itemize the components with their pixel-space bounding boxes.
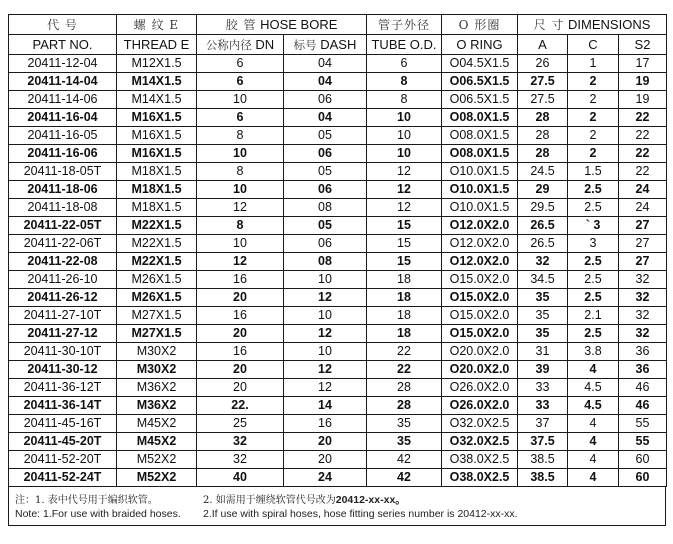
thread-cell: M27X1.5 bbox=[117, 325, 197, 343]
dim-s2-cell: 36 bbox=[619, 343, 667, 361]
tube-od-cell: 42 bbox=[367, 469, 442, 487]
dash-cell: 12 bbox=[284, 289, 367, 307]
dn-cell: 40 bbox=[197, 469, 284, 487]
dash-cell: 20 bbox=[284, 451, 367, 469]
dim-a-cell: 37 bbox=[518, 415, 568, 433]
note2-en: 2.If use with spiral hoses, hose fitting series number is 20412-xx-xx. bbox=[203, 508, 518, 520]
dim-c-cell: 2 bbox=[568, 91, 619, 109]
dn-en-label: DN bbox=[255, 36, 275, 52]
dash-cell: 05 bbox=[284, 163, 367, 181]
oring-cell: O15.0X2.0 bbox=[442, 325, 518, 343]
dim-s2-cell: 24 bbox=[619, 199, 667, 217]
table-row bbox=[9, 217, 667, 235]
tube-od-cell: 42 bbox=[367, 451, 442, 469]
oring-cell: O26.0X2.0 bbox=[442, 397, 518, 415]
oring-cell: O20.0X2.0 bbox=[442, 343, 518, 361]
dim-a-cell: 38.5 bbox=[518, 469, 568, 487]
dn-cell: 8 bbox=[197, 163, 284, 181]
dim-s2-cell: 17 bbox=[619, 55, 667, 73]
oring-cell: O15.0X2.0 bbox=[442, 307, 518, 325]
dim-s2-cell: 32 bbox=[619, 325, 667, 343]
thread-cell: M45X2 bbox=[117, 433, 197, 451]
dim-s2-cell: 32 bbox=[619, 271, 667, 289]
hose-fitting-spec-sheet bbox=[8, 14, 666, 526]
spec-table bbox=[8, 14, 667, 487]
dash-cell: 08 bbox=[284, 199, 367, 217]
part-no-cell: 20411-26-12 bbox=[9, 289, 117, 307]
dimensions-header bbox=[518, 15, 667, 35]
thread-cell: M30X2 bbox=[117, 361, 197, 379]
thread-cell: M27X1.5 bbox=[117, 307, 197, 325]
oring-cell: O06.5X1.5 bbox=[442, 91, 518, 109]
part-no-header-cn bbox=[9, 15, 117, 35]
dim-s2-cell: 36 bbox=[619, 361, 667, 379]
dash-cell: 16 bbox=[284, 415, 367, 433]
dash-cell: 06 bbox=[284, 235, 367, 253]
thread-cell: M18X1.5 bbox=[117, 163, 197, 181]
dim-s2-cell: 22 bbox=[619, 109, 667, 127]
oring-cell: O12.0X2.0 bbox=[442, 235, 518, 253]
dn-cell: 32 bbox=[197, 433, 284, 451]
thread-cell: M18X1.5 bbox=[117, 181, 197, 199]
notes-line-cn bbox=[15, 491, 406, 506]
dim-c-cell: 2.5 bbox=[568, 325, 619, 343]
tube-od-header: TUBE O.D. bbox=[367, 35, 442, 55]
dim-a-cell: 35 bbox=[518, 307, 568, 325]
table-row bbox=[9, 145, 667, 163]
dim-c-cell: 2.5 bbox=[568, 271, 619, 289]
dn-cell: 10 bbox=[197, 181, 284, 199]
part-no-cell: 20411-27-12 bbox=[9, 325, 117, 343]
part-no-header: PART NO. bbox=[9, 35, 117, 55]
table-row bbox=[9, 127, 667, 145]
dash-cell: 05 bbox=[284, 127, 367, 145]
dim-a-cell: 26.5 bbox=[518, 235, 568, 253]
dim-s2-cell: 55 bbox=[619, 433, 667, 451]
dn-cell: 12 bbox=[197, 253, 284, 271]
tube-od-cell: 28 bbox=[367, 379, 442, 397]
table-row bbox=[9, 163, 667, 181]
oring-cell: O04.5X1.5 bbox=[442, 55, 518, 73]
oring-cell: O10.0X1.5 bbox=[442, 199, 518, 217]
dash-cell: 10 bbox=[284, 271, 367, 289]
dim-c-cell: 2 bbox=[568, 145, 619, 163]
thread-cell: M12X1.5 bbox=[117, 55, 197, 73]
thread-cell: M22X1.5 bbox=[117, 235, 197, 253]
dim-c-cell: ` 3 bbox=[568, 217, 619, 235]
part-no-cell: 20411-18-08 bbox=[9, 199, 117, 217]
dn-cell: 20 bbox=[197, 361, 284, 379]
dim-c-cell: 4 bbox=[568, 361, 619, 379]
dim-c-cell: 4.5 bbox=[568, 379, 619, 397]
thread-cell: M16X1.5 bbox=[117, 127, 197, 145]
table-row bbox=[9, 235, 667, 253]
table-row bbox=[9, 397, 667, 415]
tube-od-cell: 18 bbox=[367, 307, 442, 325]
dim-s2-cell: 27 bbox=[619, 253, 667, 271]
dash-cell: 04 bbox=[284, 73, 367, 91]
dn-cell: 32 bbox=[197, 451, 284, 469]
dn-cell: 12 bbox=[197, 199, 284, 217]
dim-a-cell: 35 bbox=[518, 325, 568, 343]
dim-s2-cell: 60 bbox=[619, 451, 667, 469]
dn-cell: 6 bbox=[197, 73, 284, 91]
dash-cell: 24 bbox=[284, 469, 367, 487]
oring-cell: O20.0X2.0 bbox=[442, 361, 518, 379]
dim-a-cell: 28 bbox=[518, 145, 568, 163]
thread-cell: M36X2 bbox=[117, 379, 197, 397]
dn-cell: 6 bbox=[197, 55, 284, 73]
dash-cell: 14 bbox=[284, 397, 367, 415]
oring-cell: O15.0X2.0 bbox=[442, 271, 518, 289]
hose-bore-en-label: HOSE BORE bbox=[260, 16, 338, 32]
table-row bbox=[9, 451, 667, 469]
table-row bbox=[9, 91, 667, 109]
thread-header: THREAD E bbox=[117, 35, 197, 55]
dn-cell: 10 bbox=[197, 91, 284, 109]
dim-s2-cell: 22 bbox=[619, 163, 667, 181]
tube-od-cell: 12 bbox=[367, 181, 442, 199]
tube-od-cell: 22 bbox=[367, 361, 442, 379]
dim-a-cell: 28 bbox=[518, 127, 568, 145]
part-no-cell: 20411-16-05 bbox=[9, 127, 117, 145]
thread-cell: M22X1.5 bbox=[117, 253, 197, 271]
dim-s2-header: S2 bbox=[619, 35, 667, 55]
hose-bore-cn-label: 胶 管 bbox=[225, 17, 257, 32]
tube-od-cell: 10 bbox=[367, 127, 442, 145]
dim-c-cell: 2 bbox=[568, 73, 619, 91]
thread-cell: M45X2 bbox=[117, 415, 197, 433]
oring-cell: O12.0X2.0 bbox=[442, 253, 518, 271]
dn-cn-label: 公称内径 bbox=[205, 37, 252, 52]
spec-table-body bbox=[9, 55, 667, 487]
hose-bore-header bbox=[197, 15, 367, 35]
tube-od-cell: 35 bbox=[367, 415, 442, 433]
dim-c-cell: 2 bbox=[568, 127, 619, 145]
oring-cn-label: O 形圈 bbox=[458, 17, 501, 32]
thread-cell: M52X2 bbox=[117, 451, 197, 469]
dn-cell: 20 bbox=[197, 289, 284, 307]
tube-od-cell: 8 bbox=[367, 73, 442, 91]
dim-c-cell: 2.5 bbox=[568, 289, 619, 307]
tube-od-cell: 12 bbox=[367, 163, 442, 181]
thread-cell: M14X1.5 bbox=[117, 91, 197, 109]
footer-notes bbox=[8, 487, 666, 526]
dim-s2-cell: 22 bbox=[619, 145, 667, 163]
dn-cell: 8 bbox=[197, 127, 284, 145]
dim-a-cell: 33 bbox=[518, 397, 568, 415]
oring-cell: O10.0X1.5 bbox=[442, 181, 518, 199]
tube-od-cell: 10 bbox=[367, 145, 442, 163]
dim-a-cell: 28 bbox=[518, 109, 568, 127]
dim-c-cell: 4 bbox=[568, 469, 619, 487]
part-no-cell: 20411-16-04 bbox=[9, 109, 117, 127]
part-no-cell: 20411-14-06 bbox=[9, 91, 117, 109]
dim-a-cell: 31 bbox=[518, 343, 568, 361]
part-no-cell: 20411-52-20T bbox=[9, 451, 117, 469]
tube-cn-label: 管子外径 bbox=[377, 17, 430, 32]
dim-a-cell: 26 bbox=[518, 55, 568, 73]
table-row bbox=[9, 199, 667, 217]
thread-cell: M52X2 bbox=[117, 469, 197, 487]
note2-cn-prefix: 2. 如需用于缠绕软管代号改为 bbox=[203, 495, 336, 506]
table-row bbox=[9, 109, 667, 127]
dim-a-header: A bbox=[518, 35, 568, 55]
dn-cell: 16 bbox=[197, 307, 284, 325]
dim-a-cell: 33 bbox=[518, 379, 568, 397]
oring-cell: O38.0X2.5 bbox=[442, 469, 518, 487]
part-no-cell: 20411-26-10 bbox=[9, 271, 117, 289]
dash-cell: 12 bbox=[284, 379, 367, 397]
dash-cn-label: 标号 bbox=[293, 37, 317, 52]
thread-cell: M36X2 bbox=[117, 397, 197, 415]
tube-od-cell: 35 bbox=[367, 433, 442, 451]
oring-cell: O08.0X1.5 bbox=[442, 145, 518, 163]
oring-cell: O15.0X2.0 bbox=[442, 289, 518, 307]
dim-a-cell: 27.5 bbox=[518, 91, 568, 109]
oring-cell: O12.0X2.0 bbox=[442, 217, 518, 235]
dn-cell: 16 bbox=[197, 343, 284, 361]
dash-cell: 10 bbox=[284, 343, 367, 361]
oring-cell: O06.5X1.5 bbox=[442, 73, 518, 91]
tube-od-cell: 15 bbox=[367, 235, 442, 253]
oring-cell: O32.0X2.5 bbox=[442, 433, 518, 451]
dash-cell: 06 bbox=[284, 181, 367, 199]
part-no-cell: 20411-27-10T bbox=[9, 307, 117, 325]
tube-od-cell: 28 bbox=[367, 397, 442, 415]
dash-cell: 06 bbox=[284, 91, 367, 109]
dim-s2-cell: 46 bbox=[619, 397, 667, 415]
tube-od-cell: 15 bbox=[367, 217, 442, 235]
dim-a-cell: 27.5 bbox=[518, 73, 568, 91]
dim-s2-cell: 19 bbox=[619, 73, 667, 91]
dim-en-label: DIMENSIONS bbox=[568, 16, 651, 32]
dim-c-cell: 4 bbox=[568, 433, 619, 451]
part-no-cell: 20411-14-04 bbox=[9, 73, 117, 91]
dim-s2-cell: 60 bbox=[619, 469, 667, 487]
dash-cell: 05 bbox=[284, 217, 367, 235]
dim-a-cell: 38.5 bbox=[518, 451, 568, 469]
dim-c-cell: 4 bbox=[568, 451, 619, 469]
note1-en: Note: 1.For use with braided hoses. bbox=[15, 508, 181, 520]
header-row-2 bbox=[9, 35, 667, 55]
note1-cn: 注：1. 表中代号用于编织软管。 bbox=[15, 495, 158, 506]
tube-od-cell: 12 bbox=[367, 199, 442, 217]
dim-c-cell: 2.1 bbox=[568, 307, 619, 325]
tube-od-cell: 10 bbox=[367, 109, 442, 127]
oring-header: O RING bbox=[442, 35, 518, 55]
dim-a-cell: 34.5 bbox=[518, 271, 568, 289]
tube-header-cn bbox=[367, 15, 442, 35]
tube-od-cell: 8 bbox=[367, 91, 442, 109]
tube-od-cell: 6 bbox=[367, 55, 442, 73]
tube-od-cell: 22 bbox=[367, 343, 442, 361]
dash-cell: 12 bbox=[284, 361, 367, 379]
dn-cell: 8 bbox=[197, 217, 284, 235]
thread-cell: M26X1.5 bbox=[117, 289, 197, 307]
dim-a-cell: 29 bbox=[518, 181, 568, 199]
oring-cell: O08.0X1.5 bbox=[442, 109, 518, 127]
part-no-cell: 20411-30-10T bbox=[9, 343, 117, 361]
part-no-cn-label: 代 号 bbox=[47, 17, 78, 32]
dim-a-cell: 39 bbox=[518, 361, 568, 379]
part-no-cell: 20411-18-05T bbox=[9, 163, 117, 181]
dash-en-label: DASH bbox=[320, 36, 357, 52]
dim-a-cell: 35 bbox=[518, 289, 568, 307]
table-row bbox=[9, 343, 667, 361]
part-no-cell: 20411-45-20T bbox=[9, 433, 117, 451]
dim-cn-label: 尺 寸 bbox=[533, 17, 565, 32]
part-no-cell: 20411-36-14T bbox=[9, 397, 117, 415]
table-row bbox=[9, 469, 667, 487]
dash-cell: 04 bbox=[284, 109, 367, 127]
dim-c-cell: 2.5 bbox=[568, 181, 619, 199]
table-row bbox=[9, 379, 667, 397]
dn-cell: 16 bbox=[197, 271, 284, 289]
thread-cell: M26X1.5 bbox=[117, 271, 197, 289]
table-row bbox=[9, 253, 667, 271]
table-row bbox=[9, 361, 667, 379]
dim-c-cell: 2.5 bbox=[568, 253, 619, 271]
table-row bbox=[9, 289, 667, 307]
dim-s2-cell: 46 bbox=[619, 379, 667, 397]
dim-s2-cell: 24 bbox=[619, 181, 667, 199]
note2-cn-code: 20412-xx-xx。 bbox=[335, 494, 406, 506]
tube-od-cell: 18 bbox=[367, 271, 442, 289]
dash-cell: 06 bbox=[284, 145, 367, 163]
dim-c-cell: 3.8 bbox=[568, 343, 619, 361]
dn-cell: 20 bbox=[197, 325, 284, 343]
dim-c-cell: 2 bbox=[568, 109, 619, 127]
dim-a-cell: 26.5 bbox=[518, 217, 568, 235]
dim-a-cell: 37.5 bbox=[518, 433, 568, 451]
dn-cell: 25 bbox=[197, 415, 284, 433]
thread-cell: M22X1.5 bbox=[117, 217, 197, 235]
dn-cell: 10 bbox=[197, 145, 284, 163]
dash-cell: 10 bbox=[284, 307, 367, 325]
oring-cell: O38.0X2.5 bbox=[442, 451, 518, 469]
header-row-1 bbox=[9, 15, 667, 35]
oring-cell: O26.0X2.0 bbox=[442, 379, 518, 397]
dn-cell: 20 bbox=[197, 379, 284, 397]
part-no-cell: 20411-16-06 bbox=[9, 145, 117, 163]
tube-od-cell: 15 bbox=[367, 253, 442, 271]
oring-cell: O10.0X1.5 bbox=[442, 163, 518, 181]
dim-s2-cell: 55 bbox=[619, 415, 667, 433]
tube-od-cell: 18 bbox=[367, 325, 442, 343]
oring-header-cn bbox=[442, 15, 518, 35]
table-row bbox=[9, 73, 667, 91]
part-no-cell: 20411-45-16T bbox=[9, 415, 117, 433]
tube-od-cell: 18 bbox=[367, 289, 442, 307]
oring-cell: O08.0X1.5 bbox=[442, 127, 518, 145]
table-row bbox=[9, 325, 667, 343]
table-row bbox=[9, 55, 667, 73]
dim-c-cell: 4.5 bbox=[568, 397, 619, 415]
dim-s2-cell: 32 bbox=[619, 307, 667, 325]
dim-c-cell: 3 bbox=[568, 235, 619, 253]
dn-header bbox=[197, 35, 284, 55]
dash-cell: 08 bbox=[284, 253, 367, 271]
dim-c-cell: 2.5 bbox=[568, 199, 619, 217]
dim-c-cell: 1.5 bbox=[568, 163, 619, 181]
dim-c-cell: 1 bbox=[568, 55, 619, 73]
part-no-cell: 20411-12-04 bbox=[9, 55, 117, 73]
dash-cell: 04 bbox=[284, 55, 367, 73]
table-row bbox=[9, 433, 667, 451]
dn-cell: 22. bbox=[197, 397, 284, 415]
dim-c-header: C bbox=[568, 35, 619, 55]
notes-line-en bbox=[15, 508, 518, 520]
dn-cell: 10 bbox=[197, 235, 284, 253]
table-row bbox=[9, 181, 667, 199]
dim-s2-cell: 27 bbox=[619, 235, 667, 253]
dash-cell: 20 bbox=[284, 433, 367, 451]
thread-cell: M30X2 bbox=[117, 343, 197, 361]
dim-s2-cell: 32 bbox=[619, 289, 667, 307]
part-no-cell: 20411-22-05T bbox=[9, 217, 117, 235]
dim-s2-cell: 19 bbox=[619, 91, 667, 109]
dim-s2-cell: 22 bbox=[619, 127, 667, 145]
dn-cell: 6 bbox=[197, 109, 284, 127]
thread-cell: M16X1.5 bbox=[117, 109, 197, 127]
table-row bbox=[9, 415, 667, 433]
table-row bbox=[9, 271, 667, 289]
dim-a-cell: 24.5 bbox=[518, 163, 568, 181]
part-no-cell: 20411-30-12 bbox=[9, 361, 117, 379]
thread-cn-label: 螺 纹 E bbox=[133, 17, 180, 32]
part-no-cell: 20411-22-08 bbox=[9, 253, 117, 271]
dim-s2-cell: 27 bbox=[619, 217, 667, 235]
part-no-cell: 20411-52-24T bbox=[9, 469, 117, 487]
note2-cn bbox=[203, 491, 406, 507]
dash-header bbox=[284, 35, 367, 55]
thread-cell: M18X1.5 bbox=[117, 199, 197, 217]
oring-cell: O32.0X2.5 bbox=[442, 415, 518, 433]
part-no-cell: 20411-18-06 bbox=[9, 181, 117, 199]
thread-cell: M16X1.5 bbox=[117, 145, 197, 163]
table-row bbox=[9, 307, 667, 325]
thread-cell: M14X1.5 bbox=[117, 73, 197, 91]
dim-c-cell: 4 bbox=[568, 415, 619, 433]
part-no-cell: 20411-22-06T bbox=[9, 235, 117, 253]
dim-a-cell: 32 bbox=[518, 253, 568, 271]
thread-header-cn bbox=[117, 15, 197, 35]
dash-cell: 12 bbox=[284, 325, 367, 343]
part-no-cell: 20411-36-12T bbox=[9, 379, 117, 397]
dim-a-cell: 29.5 bbox=[518, 199, 568, 217]
